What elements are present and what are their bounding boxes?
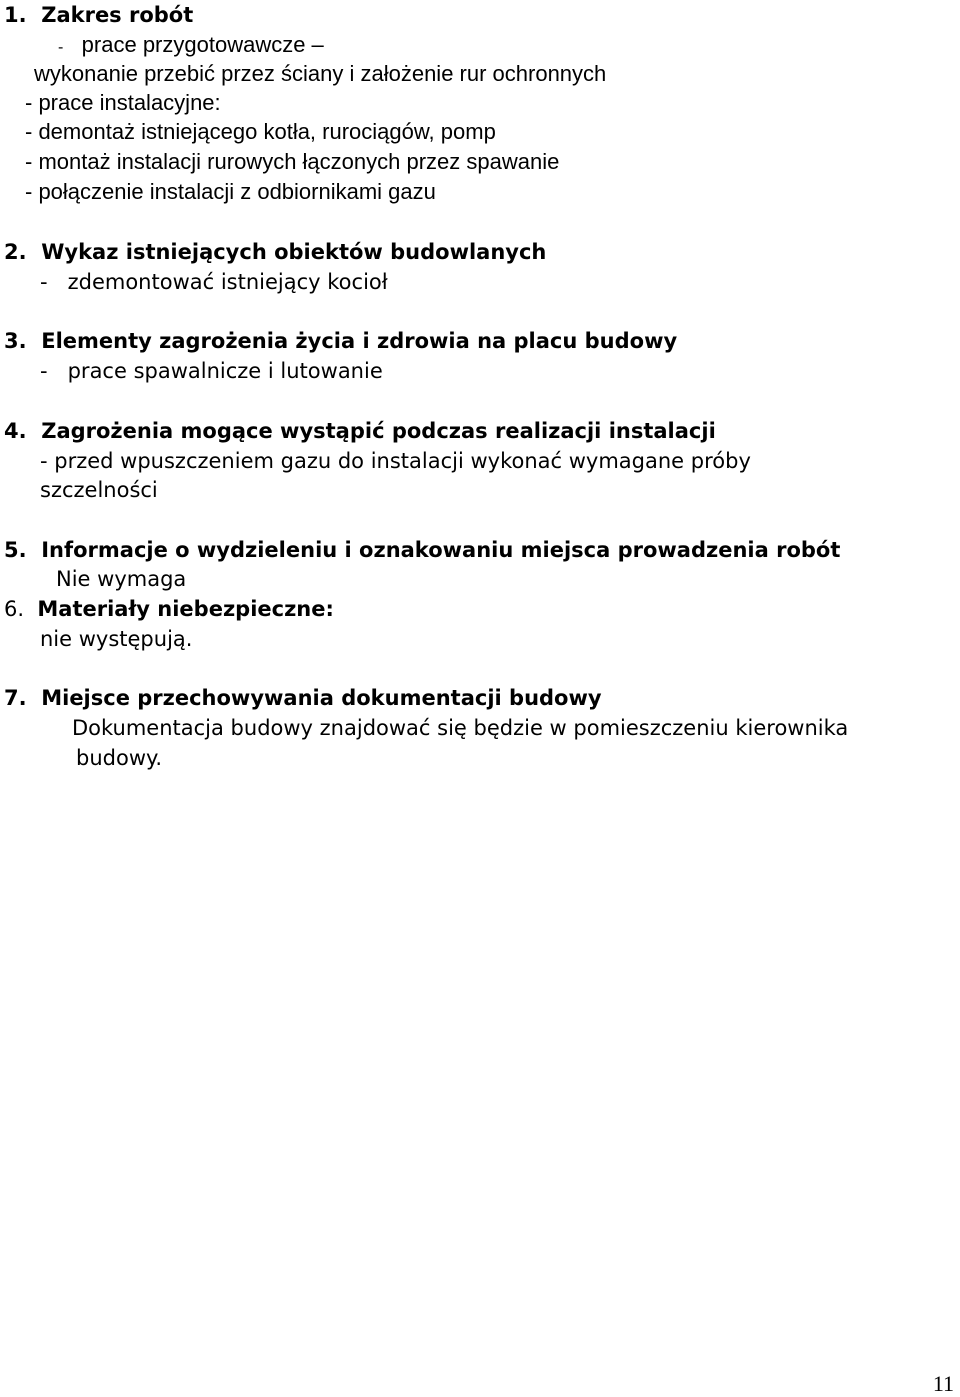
section-7-number: 7.	[4, 686, 27, 710]
section-5-number: 5.	[4, 538, 27, 562]
section-6-number: 6.	[4, 597, 25, 621]
section-7-line-2: budowy.	[76, 746, 163, 770]
section-3-heading	[4, 326, 677, 356]
line-text: prace przygotowawcze –	[81, 32, 324, 57]
page-number: 11	[932, 1371, 954, 1396]
section-2-heading	[4, 237, 546, 267]
section-1-line-3: - prace instalacyjne:	[25, 90, 221, 115]
section-4-number: 4.	[4, 419, 27, 443]
section-2-title: Wykaz istniejących obiektów budowlanych	[41, 240, 547, 264]
section-1-line-4: - demontaż istniejącego kotła, rurociągów, pomp	[25, 119, 496, 144]
section-5-heading	[4, 535, 840, 565]
section-1-line-2: wykonanie przebić przez ściany i założenie rur ochronnych	[34, 61, 607, 86]
section-1-heading	[4, 0, 193, 30]
section-1-line-5: - montaż instalacji rurowych łączonych przez spawanie	[25, 149, 560, 174]
section-7-heading	[4, 683, 602, 713]
section-7-line-1: Dokumentacja budowy znajdować się będzie w pomieszczeniu kierownika	[72, 716, 849, 740]
section-6-title: Materiały niebezpieczne:	[37, 597, 334, 621]
section-4-line-1: - przed wpuszczeniem gazu do instalacji wykonać wymagane próby	[40, 449, 751, 473]
section-1-number: 1.	[4, 3, 27, 27]
section-4-heading	[4, 416, 716, 446]
section-3-number: 3.	[4, 329, 27, 353]
bullet-dash: -	[58, 39, 64, 56]
section-2-line-1: - zdemontować istniejący kocioł	[40, 270, 388, 294]
section-6-heading	[4, 594, 334, 624]
section-4-line-2: szczelności	[40, 478, 158, 502]
section-5-line-1: Nie wymaga	[56, 567, 187, 591]
section-7-title: Miejsce przechowywania dokumentacji budowy	[41, 686, 602, 710]
section-1-line-6: - połączenie instalacji z odbiornikami gazu	[25, 179, 436, 204]
section-3-title: Elementy zagrożenia życia i zdrowia na placu budowy	[41, 329, 678, 353]
section-5-title: Informacje o wydzieleniu i oznakowaniu miejsca prowadzenia robót	[41, 538, 841, 562]
section-2-number: 2.	[4, 240, 27, 264]
section-3-line-1: - prace spawalnicze i lutowanie	[40, 359, 383, 383]
section-1-title: Zakres robót	[41, 3, 194, 27]
section-6-line-1: nie występują.	[40, 627, 193, 651]
section-4-title: Zagrożenia mogące wystąpić podczas realizacji instalacji	[41, 419, 716, 443]
